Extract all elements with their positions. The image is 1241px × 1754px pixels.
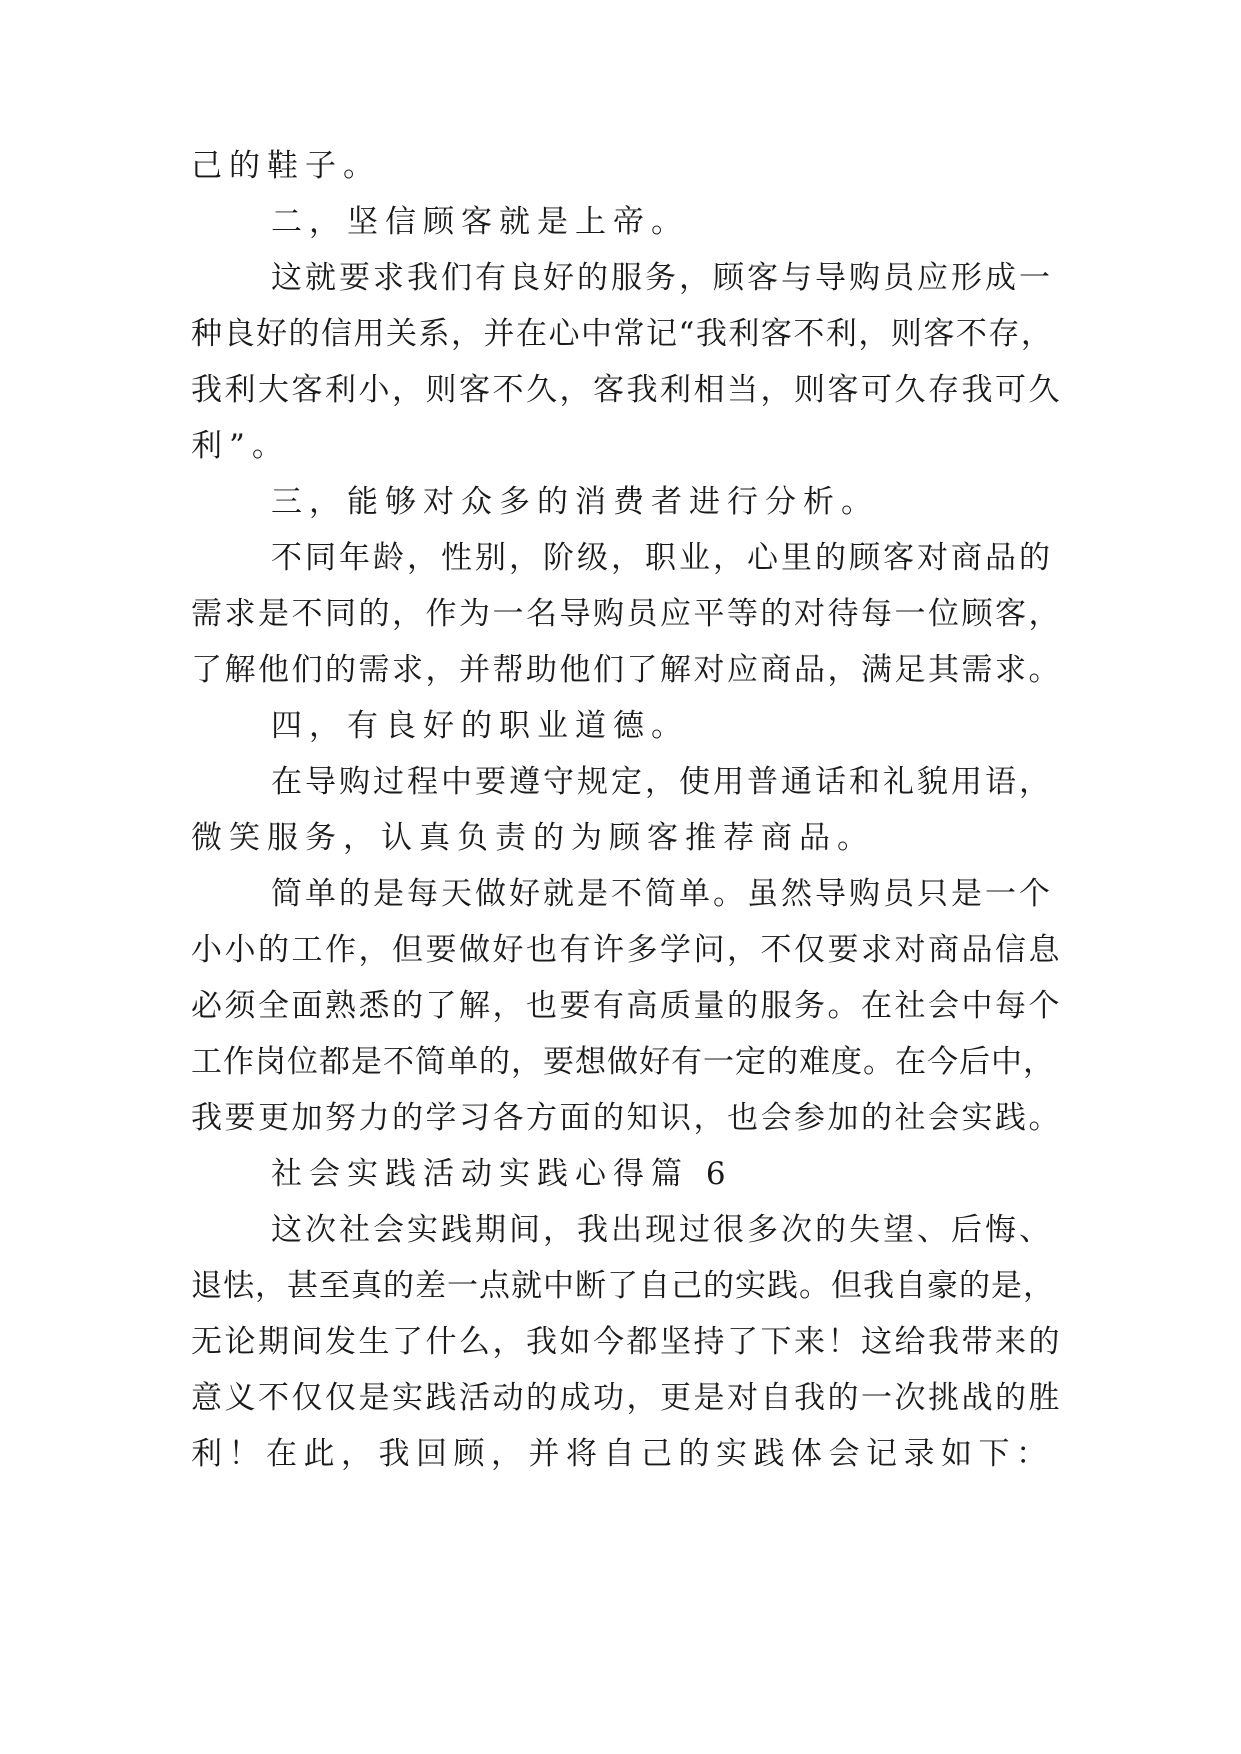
text-line: 我利大客利小，则客不久，客我利相当，则客可久存我可久 [191,372,1062,408]
paragraph-line: 简单的是每天做好就是不简单。虽然导购员只是一个 [271,876,1053,912]
section-heading: 二，坚信顾客就是上帝。 [271,204,689,240]
text-line: 微笑服务，认真负责的为顾客推荐商品。 [191,820,875,856]
text-line: 我要更加努力的学习各方面的知识，也会参加的社会实践。 [191,1100,1062,1136]
text-line: 了解他们的需求，并帮助他们了解对应商品，满足其需求。 [191,652,1062,688]
article-title: 社会实践活动实践心得篇 6 [271,1156,733,1192]
text-line: 小小的工作，但要做好也有许多学问，不仅要求对商品信息 [191,932,1062,968]
text-line: 无论期间发生了什么，我如今都坚持了下来！这给我带来的 [191,1324,1062,1360]
paragraph-line: 这次社会实践期间，我出现过很多次的失望、后悔、 [271,1212,1053,1248]
text-line: 必须全面熟悉的了解，也要有高质量的服务。在社会中每个 [191,988,1062,1024]
text-line: 工作岗位都是不简单的，要想做好有一定的难度。在今后中， [191,1044,1055,1080]
section-heading: 四，有良好的职业道德。 [271,708,689,744]
text-line: 利”。 [191,428,290,464]
text-line: 退怯，甚至真的差一点就中断了自己的实践。但我自豪的是， [191,1268,1055,1304]
paragraph-line: 这就要求我们有良好的服务，顾客与导购员应形成一 [271,260,1053,296]
section-heading: 三，能够对众多的消费者进行分析。 [271,484,879,520]
text-line: 意义不仅仅是实践活动的成功，更是对自我的一次挑战的胜 [191,1380,1062,1416]
text-line: 种良好的信用关系，并在心中常记“我利客不利，则客不存， [191,316,1054,352]
paragraph-line: 在导购过程中要遵守规定，使用普通话和礼貌用语， [271,764,1053,800]
text-line: 利！在此，我回顾，并将自己的实践体会记录如下： [191,1436,1054,1472]
text-line: 己的鞋子。 [191,148,381,184]
paragraph-line: 不同年龄，性别，阶级，职业，心里的顾客对商品的 [271,540,1053,576]
text-line: 需求是不同的，作为一名导购员应平等的对待每一位顾客， [191,596,1062,632]
